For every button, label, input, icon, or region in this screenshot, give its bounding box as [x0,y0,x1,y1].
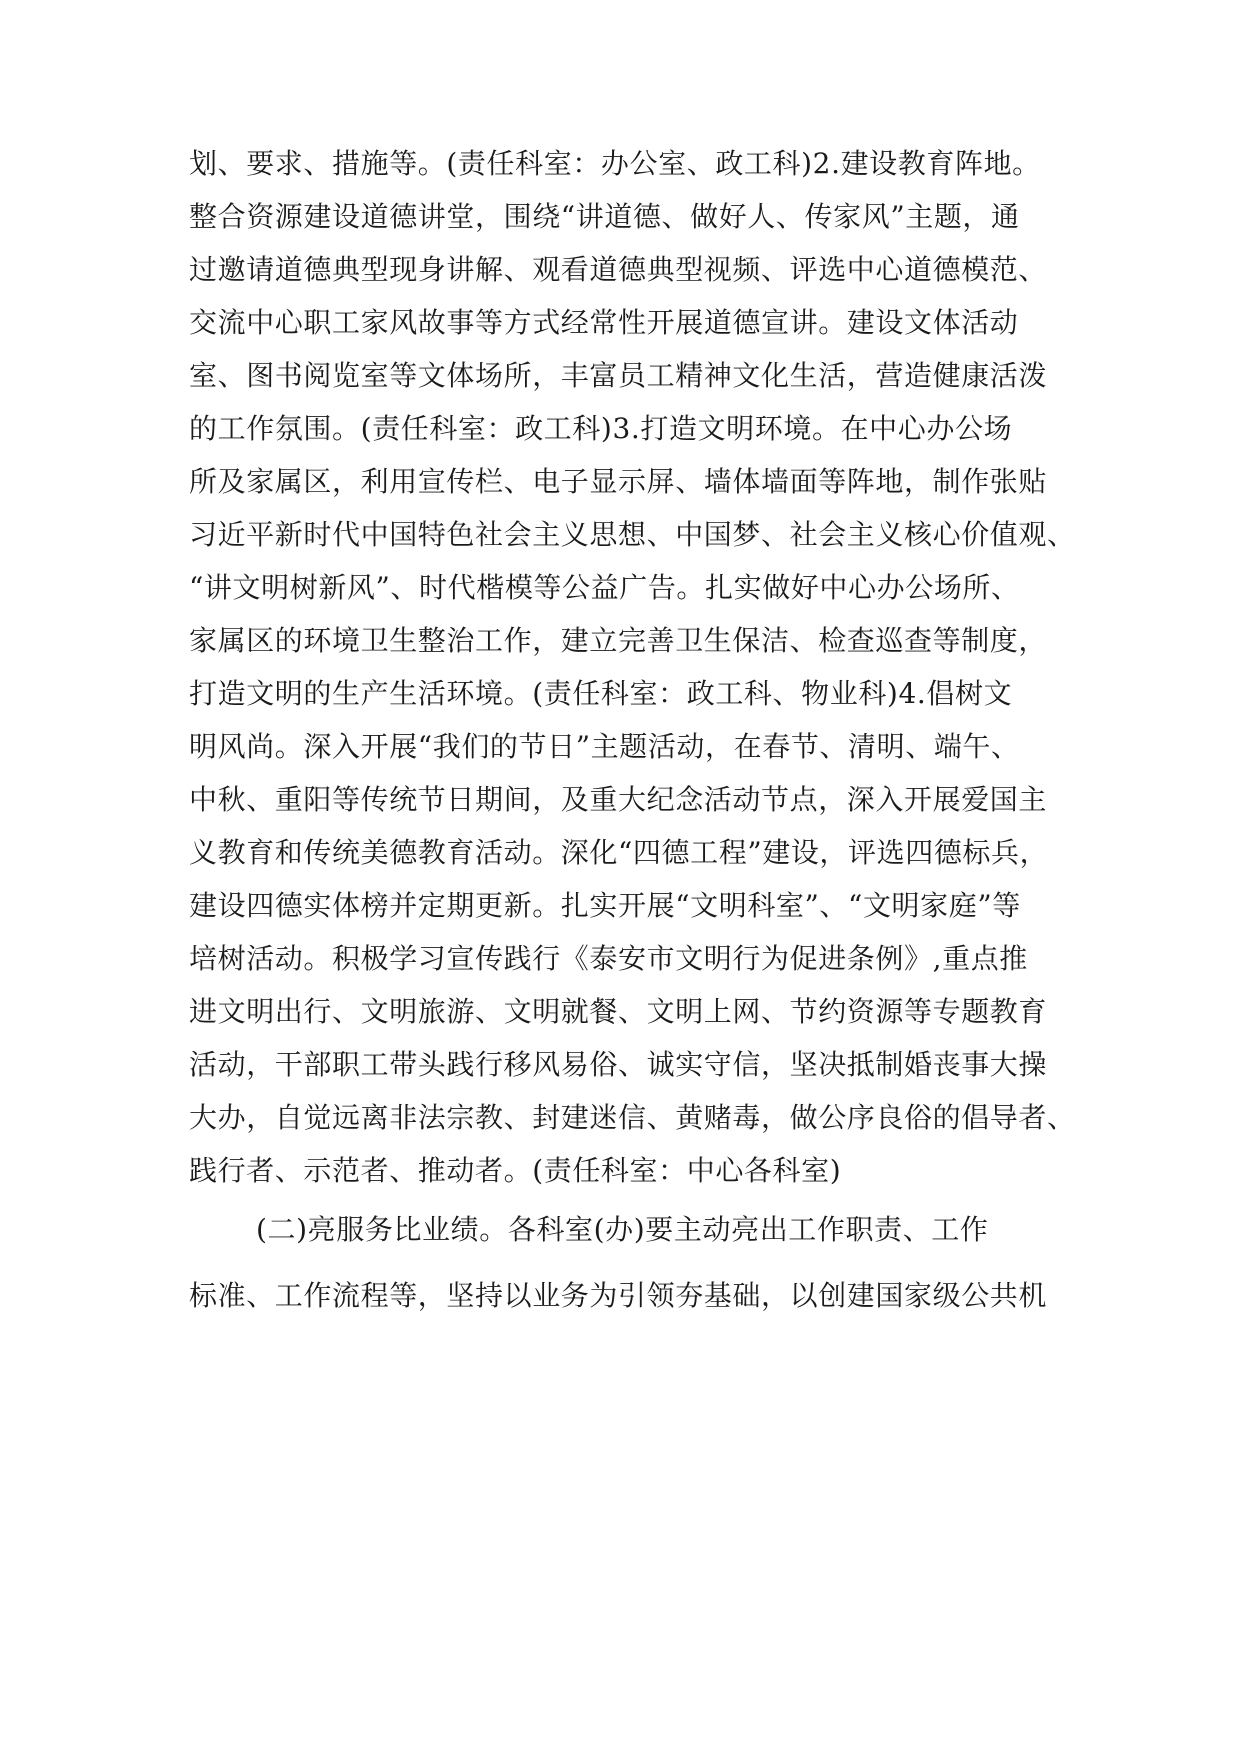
text-line: 的工作氛围。(责任科室：政工科)3.打造文明环境。在中心办公场 [189,412,1013,445]
text-line: 过邀请道德典型现身讲解、观看道德典型视频、评选中心道德模范、 [189,253,1048,286]
text-line: 习近平新时代中国特色社会主义思想、中国梦、社会主义核心价值观、 [189,518,1076,551]
text-line: 培树活动。积极学习宣传践行《泰安市文明行为促进条例》,重点推 [189,942,1028,975]
text-line: 进文明出行、文明旅游、文明就餐、文明上网、节约资源等专题教育 [189,995,1048,1028]
text-line: 义教育和传统美德教育活动。深化“四德工程”建设，评选四德标兵， [189,836,1049,869]
text-line: 整合资源建设道德讲堂，围绕“讲道德、做好人、传家风”主题，通 [189,200,1020,233]
text-line: 划、要求、措施等。(责任科室：办公室、政工科)2.建设教育阵地。 [189,147,1041,180]
text-line: 打造文明的生产生活环境。(责任科室：政工科、物业科)4.倡树文 [189,677,1013,710]
text-line: 践行者、示范者、推动者。(责任科室：中心各科室) [189,1154,842,1187]
paragraph-start-line: (二)亮服务比业绩。各科室(办)要主动亮出工作职责、工作 [256,1213,989,1246]
text-line: 交流中心职工家风故事等方式经常性开展道德宣讲。建设文体活动 [189,306,1019,339]
text-line: 中秋、重阳等传统节日期间，及重大纪念活动节点，深入开展爱国主 [189,783,1048,816]
text-line: 所及家属区，利用宣传栏、电子显示屏、墙体墙面等阵地，制作张贴 [189,465,1048,498]
text-line: 大办，自觉远离非法宗教、封建迷信、黄赌毒，做公序良俗的倡导者、 [189,1101,1076,1134]
text-line: 家属区的环境卫生整治工作，建立完善卫生保洁、检查巡查等制度， [189,624,1048,657]
text-line: 标准、工作流程等，坚持以业务为引领夯基础，以创建国家级公共机 [189,1279,1048,1312]
text-line: 建设四德实体榜并定期更新。扎实开展“文明科室”、“文明家庭”等 [189,889,1021,922]
text-line: 活动，干部职工带头践行移风易俗、诚实守信，坚决抵制婚丧事大操 [189,1048,1048,1081]
text-line: 明风尚。深入开展“我们的节日”主题活动，在春节、清明、端午、 [189,730,1020,763]
text-line: 室、图书阅览室等文体场所，丰富员工精神文化生活，营造健康活泼 [189,359,1048,392]
text-line: “讲文明树新风”、时代楷模等公益广告。扎实做好中心办公场所、 [189,571,1020,604]
